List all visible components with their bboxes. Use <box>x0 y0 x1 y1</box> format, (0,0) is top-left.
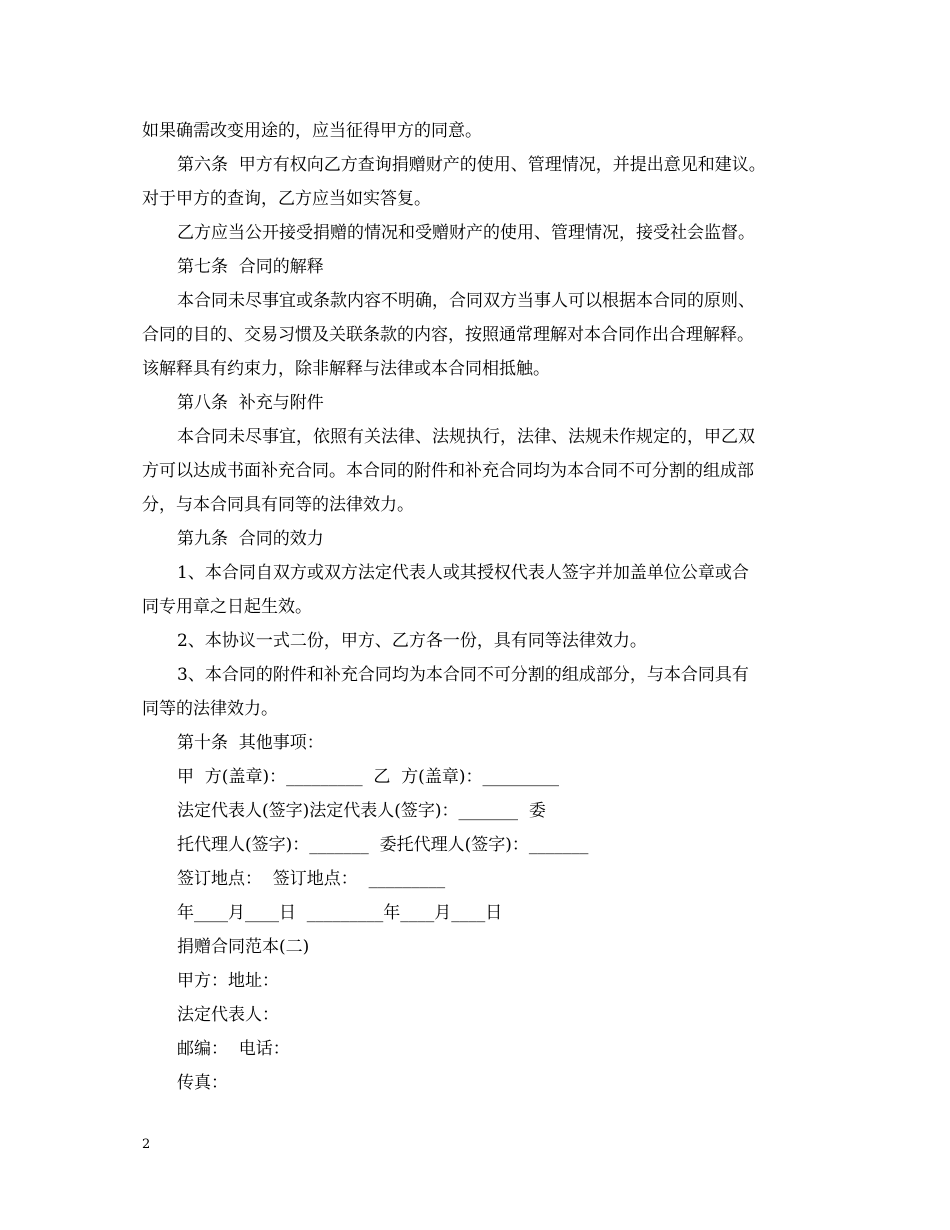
section-title: 捐赠合同范本(二) <box>177 937 310 957</box>
legal-representative-line: 法定代表人： <box>177 1005 279 1025</box>
paragraph-line: 3、本合同的附件和补充合同均为本合同不可分割的组成部分，与本合同具有 <box>177 665 749 685</box>
party-a-address-line: 甲方：地址： <box>177 971 279 991</box>
article-6-line: 第六条 甲方有权向乙方查询捐赠财产的使用、管理情况，并提出意见和建议。 <box>177 155 766 175</box>
paragraph-line: 该解释具有约束力，除非解释与法律或本合同相抵触。 <box>142 359 550 379</box>
paragraph-line: 乙方应当公开接受捐赠的情况和受赠财产的使用、管理情况，接受社会监督。 <box>177 223 755 243</box>
paragraph-line: 分，与本合同具有同等的法律效力。 <box>142 495 414 515</box>
paragraph-line: 2、本协议一式二份，甲方、乙方各一份，具有同等法律效力。 <box>177 631 647 651</box>
paragraph-line: 如果确需改变用途的，应当征得甲方的同意。 <box>142 121 482 141</box>
paragraph-line: 合同的目的、交易习惯及关联条款的内容，按照通常理解对本合同作出合理解释。 <box>142 325 754 345</box>
article-10-heading: 第十条 其他事项： <box>177 733 324 753</box>
fax-line: 传真： <box>177 1073 228 1093</box>
paragraph-line: 1、本合同自双方或双方法定代表人或其授权代表人签字并加盖单位公章或合 <box>177 563 749 583</box>
paragraph-line: 同专用章之日起生效。 <box>142 597 312 617</box>
article-9-heading: 第九条 合同的效力 <box>177 529 324 549</box>
signature-line-representatives: 法定代表人(签字)法定代表人(签字)：_______ 委 <box>177 801 546 821</box>
signing-place-line: 签订地点： 签订地点： _________ <box>177 869 446 889</box>
paragraph-line: 本合同未尽事宜或条款内容不明确，合同双方当事人可以根据本合同的原则、 <box>177 291 755 311</box>
signature-line-agents: 托代理人(签字)：_______ 委托代理人(签字)：_______ <box>177 835 589 855</box>
postcode-phone-line: 邮编： 电话： <box>177 1039 290 1059</box>
paragraph-line: 同等的法律效力。 <box>142 699 278 719</box>
paragraph-line: 方可以达成书面补充合同。本合同的附件和补充合同均为本合同不可分割的组成部 <box>142 461 754 481</box>
signature-line-parties: 甲 方(盖章)：_________ 乙 方(盖章)：_________ <box>177 767 559 787</box>
article-7-heading: 第七条 合同的解释 <box>177 257 324 277</box>
page-number: 2 <box>142 1137 151 1152</box>
paragraph-line: 对于甲方的查询，乙方应当如实答复。 <box>142 189 431 209</box>
paragraph-line: 本合同未尽事宜，依照有关法律、法规执行，法律、法规未作规定的，甲乙双 <box>177 427 755 447</box>
article-8-heading: 第八条 补充与附件 <box>177 393 324 413</box>
signing-date-line: 年____月____日 _________年____月____日 <box>177 903 503 923</box>
